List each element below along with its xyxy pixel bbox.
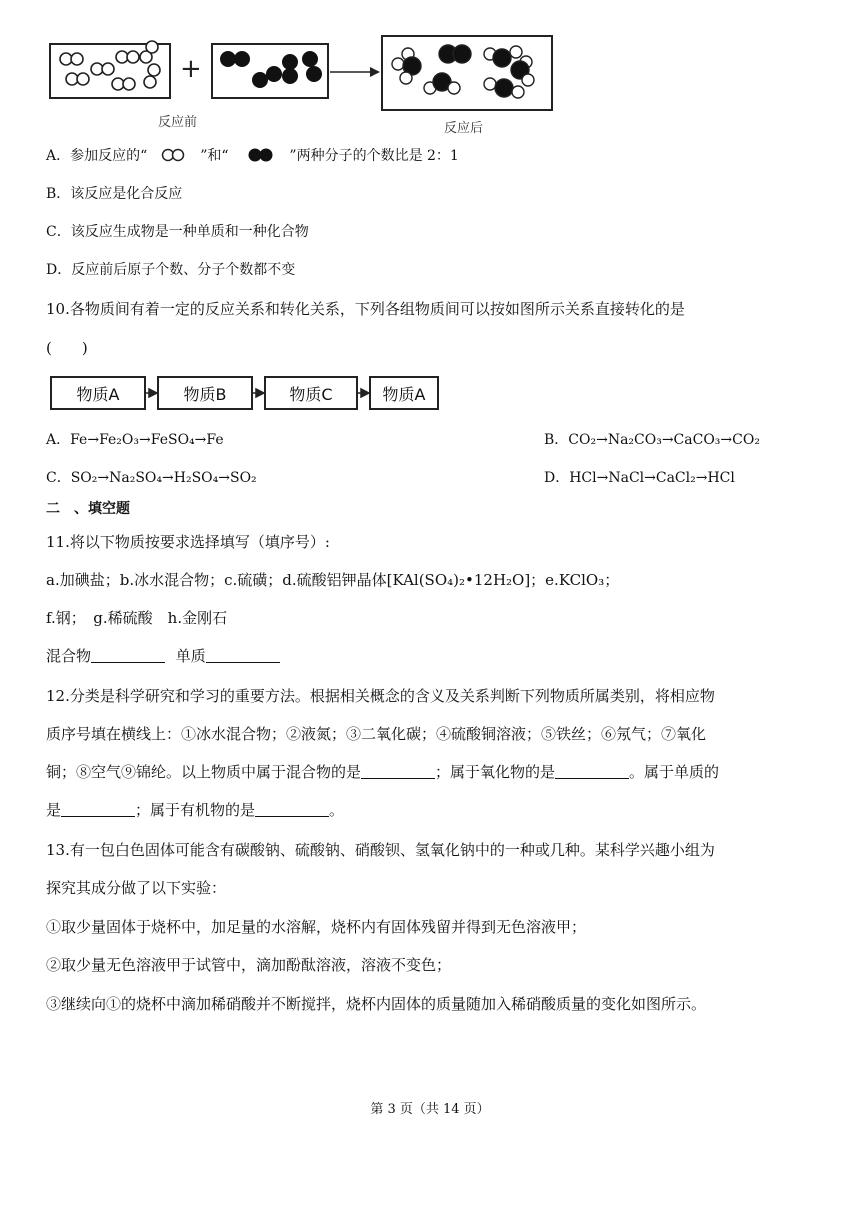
- q12-text: 。: [329, 801, 345, 819]
- caption-after: 反应后: [444, 121, 484, 134]
- flow-box-a-final: 物质A: [369, 376, 439, 410]
- caption-before: 反应前: [158, 115, 198, 130]
- q12-text: 是: [46, 801, 62, 819]
- q10-option-d[interactable]: D．HCl→NaCl→CaCl₂→HCl: [544, 470, 735, 486]
- flow-box-c: 物质C: [264, 376, 358, 410]
- page-number: 第 3 页（共 14 页）: [370, 1102, 490, 1117]
- q11-items-line2: f.钢； g.稀硫酸 h.金刚石: [46, 609, 228, 627]
- q13-step2: ②取少量无色溶液甲于试管中，滴加酚酞溶液，溶液不变色；: [46, 956, 452, 974]
- q13-step1: ①取少量固体于烧杯中，加足量的水溶解，烧杯内有固体残留并得到无色溶液甲；: [46, 918, 587, 936]
- flow-box-a: 物质A: [50, 376, 146, 410]
- white-molecule-icon: [158, 148, 190, 162]
- q13-step3: ③继续向①的烧杯中滴加稀硝酸并不断搅拌，烧杯内固体的质量随加入稀硝酸质量的变化如图所示。: [46, 995, 707, 1013]
- q13-line2: 探究其成分做了以下实验：: [46, 879, 227, 897]
- q12-text: ；属于氧化物的是: [435, 763, 556, 781]
- q9-option-b[interactable]: B．该反应是化合反应: [46, 186, 183, 202]
- q12-text: 。属于单质的: [629, 763, 720, 781]
- q10-option-b[interactable]: B．CO₂→Na₂CO₃→CaCO₃→CO₂: [544, 432, 760, 448]
- reaction-figure: [46, 32, 558, 134]
- q12-text: ；属于有机物的是: [135, 801, 256, 819]
- q12-line1: 12.分类是科学研究和学习的重要方法。根据相关概念的含义及关系判断下列物质所属类别，将相应物: [46, 687, 715, 705]
- q10-option-c[interactable]: C．SO₂→Na₂SO₄→H₂SO₄→SO₂: [46, 470, 257, 486]
- flow-box-b: 物质B: [157, 376, 253, 410]
- q10-option-a[interactable]: A．Fe→Fe₂O₃→FeSO₄→Fe: [46, 432, 224, 448]
- q11-stem: 11.将以下物质按要求选择填写（填序号）:: [46, 533, 330, 551]
- section-title: 二 、填空题: [46, 501, 130, 517]
- answer-blank-element[interactable]: [206, 647, 280, 663]
- q9-option-a-post: ”两种分子的个数比是 2：1: [289, 148, 459, 164]
- q12-text: 铜；⑧空气⑨锦纶。以上物质中属于混合物的是: [46, 763, 362, 781]
- q12-line2: 质序号填在横线上：①冰水混合物；②液氮；③二氧化碳；④硫酸铜溶液；⑤铁丝；⑥氖气；⑦氧化: [46, 725, 707, 743]
- q11-items-line1: a.加碘盐；b.冰水混合物；c.硫磺；d.硫酸铝钾晶体[KAl(SO₄)₂•12H₂O]；e.KClO₃；: [46, 571, 620, 589]
- blank-label-element: 单质: [175, 647, 206, 665]
- q9-option-a-mid: ”和“: [200, 148, 229, 164]
- flow-arrows: [0, 386, 860, 400]
- plus-sign: +: [180, 54, 202, 84]
- q9-option-a[interactable]: [46, 146, 459, 166]
- q11-answer-line: [46, 646, 280, 666]
- black-molecule-icon: [239, 148, 279, 162]
- q9-option-c[interactable]: C．该反应生成物是一种单质和一种化合物: [46, 224, 309, 240]
- answer-blank-mixture[interactable]: [91, 647, 165, 663]
- q10-answer-paren: ( ): [46, 339, 88, 357]
- answer-blank-organic[interactable]: [255, 801, 329, 817]
- q9-option-a-pre: A．参加反应的“: [46, 148, 148, 164]
- q9-option-d[interactable]: D．反应前后原子个数、分子个数都不变: [46, 262, 296, 278]
- blank-label-mixture: 混合物: [46, 647, 92, 665]
- answer-blank-mixture-12[interactable]: [361, 763, 435, 779]
- q12-line4: [46, 800, 344, 820]
- q12-line3: [46, 762, 719, 782]
- answer-blank-element-12[interactable]: [61, 801, 135, 817]
- q10-stem: 10.各物质间有着一定的反应关系和转化关系，下列各组物质间可以按如图所示关系直接转化的是: [46, 300, 685, 318]
- answer-blank-oxide[interactable]: [555, 763, 629, 779]
- q13-line1: 13.有一包白色固体可能含有碳酸钠、硫酸钠、硝酸钡、氢氧化钠中的一种或几种。某科学兴趣小组为: [46, 841, 715, 859]
